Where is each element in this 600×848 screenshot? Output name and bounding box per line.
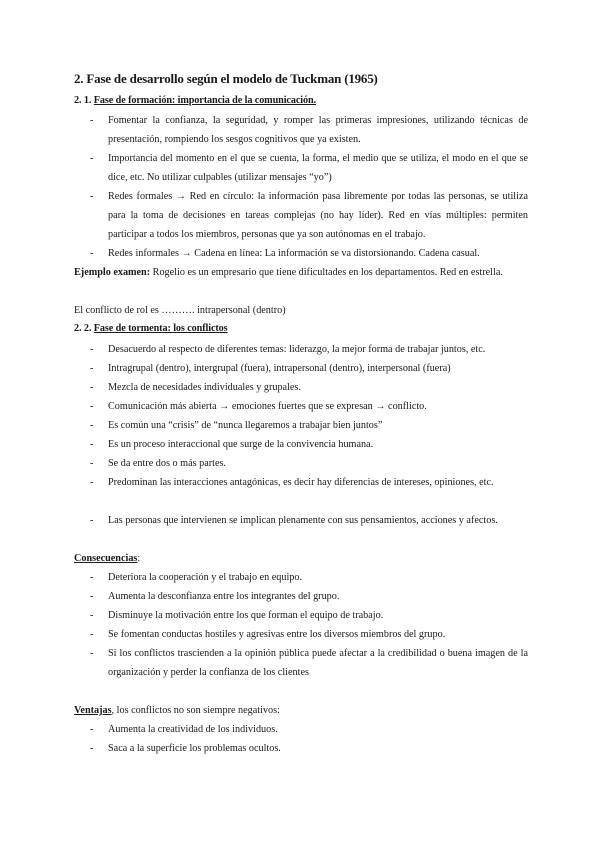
list-item bbox=[90, 606, 528, 625]
advantages-label: Ventajas bbox=[74, 705, 112, 716]
list-item-text: Se fomentan conductas hostiles y agresivas entre los diversos miembros del grupo. bbox=[108, 629, 446, 640]
consequences-heading bbox=[74, 549, 528, 568]
exam-text: Rogelio es un empresario que tiene dificultades en los departamentos. Red en estrella. bbox=[152, 267, 503, 278]
bullet-dash: - bbox=[90, 591, 94, 602]
page-heading: 2. Fase de desarrollo según el modelo de Tuckman (1965) bbox=[74, 71, 378, 86]
list-item bbox=[90, 511, 528, 530]
conflict-line: El conflicto de rol es ………. intrapersonal (dentro) bbox=[74, 305, 286, 316]
list-item bbox=[90, 187, 528, 244]
bullet-dash: - bbox=[90, 629, 94, 640]
advantages-text: , los conflictos no son siempre negativos: bbox=[111, 705, 280, 716]
bullet-dash: - bbox=[90, 248, 94, 259]
list-item-text: Desacuerdo al respecto de diferentes temas: liderazgo, la mejor forma de trabajar juntos, etc. bbox=[108, 344, 486, 355]
bullet-dash: - bbox=[90, 344, 94, 355]
section-heading-formacion bbox=[74, 95, 316, 106]
bullet-dash: - bbox=[90, 191, 94, 202]
bullet-dash: - bbox=[90, 458, 94, 469]
list-item bbox=[90, 359, 528, 378]
list-item-text: Comunicación más abierta → emociones fuertes que se expresan → conflicto. bbox=[108, 401, 427, 412]
list-item-text: Aumenta la desconfianza entre los integrantes del grupo. bbox=[108, 591, 340, 602]
bullet-dash: - bbox=[90, 572, 94, 583]
list-item-text: Fomentar la confianza, la seguridad, y romper las primeras impresiones, utilizando técnicas de presentación, rompiendo los sesgos cognitivos que ya existen. bbox=[108, 115, 528, 145]
bullet-dash: - bbox=[90, 648, 94, 659]
list-item bbox=[90, 340, 528, 359]
consequences-colon: : bbox=[137, 553, 141, 564]
advantages-heading bbox=[74, 701, 528, 720]
list-item bbox=[90, 111, 528, 149]
list-item bbox=[90, 625, 528, 644]
list-item-text: Intragrupal (dentro), intergrupal (fuera), intrapersonal (dentro), interpersonal (fuera) bbox=[108, 363, 451, 374]
bullet-dash: - bbox=[90, 477, 94, 488]
bullet-dash: - bbox=[90, 724, 94, 735]
exam-example bbox=[74, 263, 528, 282]
list-item-text: Es común una “crisis” de “nunca llegaremos a trabajar bien juntos” bbox=[108, 420, 383, 431]
list-item-text: Importancia del momento en el que se cuenta, la forma, el medio que se utiliza, el modo en el que se dice, etc. No utilizar culpables (utilizar mensajes “yo”) bbox=[108, 153, 528, 183]
list-item bbox=[90, 149, 528, 187]
list-item bbox=[90, 587, 528, 606]
list-item bbox=[90, 473, 528, 492]
list-item-text: Mezcla de necesidades individuales y grupales. bbox=[108, 382, 301, 393]
section-title: Fase de tormenta: los conflictos bbox=[93, 323, 228, 334]
bullet-dash: - bbox=[90, 382, 94, 393]
list-item-text: Redes formales → Red en círculo: la información pasa libremente por todas las personas, se utiliza para la toma de decisiones en tareas complejas (no hay líder). Red en vías múltiples: permiten participar a todos los miembros, personas que ya son autónomas en el trabajo. bbox=[108, 191, 528, 240]
list-item bbox=[90, 378, 528, 397]
consequences-label: Consecuencias bbox=[74, 553, 138, 564]
bullet-dash: - bbox=[90, 115, 94, 126]
list-item bbox=[90, 568, 528, 587]
bullet-dash: - bbox=[90, 743, 94, 754]
list-item-text: Disminuye la motivación entre los que forman el equipo de trabajo. bbox=[108, 610, 384, 621]
section-number: 2. 2. bbox=[74, 323, 92, 334]
list-item-text: Las personas que intervienen se implican plenamente con sus pensamientos, acciones y afectos. bbox=[108, 515, 498, 526]
bullet-dash: - bbox=[90, 363, 94, 374]
exam-label: Ejemplo examen: bbox=[74, 267, 151, 278]
list-item bbox=[90, 244, 528, 263]
bullet-dash: - bbox=[90, 610, 94, 621]
bullet-dash: - bbox=[90, 401, 94, 412]
list-item bbox=[90, 416, 528, 435]
list-item-text: Predominan las interacciones antagónicas, es decir hay diferencias de intereses, opiniones, etc. bbox=[108, 477, 494, 488]
bullet-dash: - bbox=[90, 420, 94, 431]
list-item bbox=[90, 644, 528, 682]
bullet-dash: - bbox=[90, 515, 94, 526]
bullet-dash: - bbox=[90, 153, 94, 164]
section-number: 2. 1. bbox=[74, 95, 92, 106]
bullet-dash: - bbox=[90, 439, 94, 450]
list-item-text: Si los conflictos trascienden a la opinión pública puede afectar a la credibilidad o buena imagen de la organización y perder la confianza de los clientes bbox=[108, 648, 528, 678]
list-item bbox=[90, 739, 528, 758]
list-item-text: Redes informales → Cadena en línea: La información se va distorsionando. Cadena casual. bbox=[108, 248, 480, 259]
list-item bbox=[90, 435, 528, 454]
list-item bbox=[90, 397, 528, 416]
list-item bbox=[90, 720, 528, 739]
section-title: Fase de formación: importancia de la comunicación. bbox=[93, 95, 317, 106]
list-item-text: Es un proceso interaccional que surge de la convivencia humana. bbox=[108, 439, 374, 450]
section-heading-tormenta bbox=[74, 323, 228, 334]
list-item-text: Saca a la superficie los problemas ocultos. bbox=[108, 743, 281, 754]
list-item-text: Deteriora la cooperación y el trabajo en equipo. bbox=[108, 572, 303, 583]
list-item bbox=[90, 454, 528, 473]
list-item-text: Se da entre dos o más partes. bbox=[108, 458, 226, 469]
list-item-text: Aumenta la creatividad de los individuos. bbox=[108, 724, 278, 735]
